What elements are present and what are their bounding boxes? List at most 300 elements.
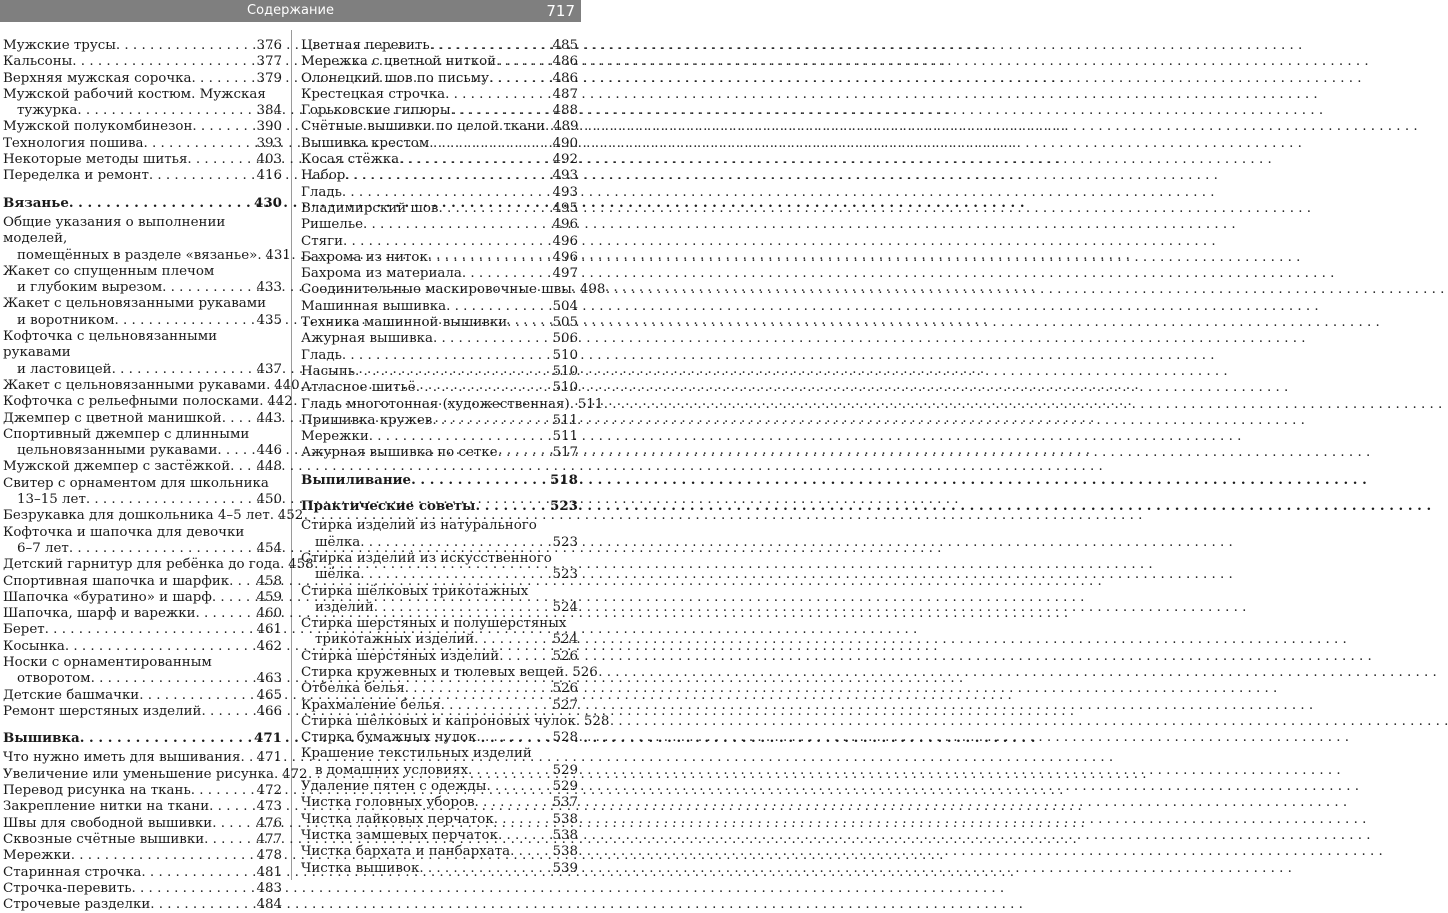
toc-page-number: 486	[552, 54, 578, 70]
toc-page-number: 433	[256, 280, 282, 296]
toc-entry	[3, 606, 282, 622]
toc-entry	[301, 445, 578, 461]
toc-page-number: 504	[552, 298, 578, 314]
toc-entry-title: Старинная строчка	[3, 864, 142, 880]
toc-entry-title: Практические советы	[301, 498, 476, 515]
dot-leader	[430, 38, 553, 54]
dot-leader	[355, 364, 552, 380]
dot-leader	[474, 632, 552, 648]
toc-entry-title: Детский гарнитур для ребёнка до года	[3, 557, 281, 573]
dot-leader	[187, 152, 256, 168]
toc-entry	[301, 795, 578, 811]
dot-leader	[77, 103, 256, 119]
dot-leader	[570, 397, 578, 413]
toc-entry	[301, 681, 578, 697]
toc-entry-title: Спортивная шапочка и шарфик	[3, 573, 230, 589]
dot-leader	[342, 348, 553, 364]
toc-entry-title: Свитер с орнаментом для школьника	[3, 475, 269, 491]
toc-entry-title-continued: и глубоким вырезом	[17, 280, 163, 296]
toc-entry-title: Стирка бумажных чулок	[301, 730, 477, 746]
toc-entry	[3, 704, 282, 720]
toc-entry	[301, 250, 578, 266]
toc-entry-title: Спортивный джемпер с длинными	[3, 426, 250, 442]
toc-entry-title: Стирка шёлковых трикотажных	[301, 583, 529, 599]
toc-entry	[301, 217, 578, 233]
dot-leader	[65, 639, 257, 655]
toc-entry-title: Горьковские гипюры	[301, 103, 451, 119]
toc-entry-title-continued: изделий	[315, 599, 374, 615]
toc-page-number: 524	[552, 632, 578, 648]
dot-leader	[468, 763, 552, 779]
toc-entry-title: Чистка бархата и панбархата	[301, 844, 511, 860]
toc-entry-title: Жакет с цельновязанными рукавами	[3, 296, 267, 312]
toc-entry	[301, 861, 578, 877]
dot-leader	[212, 816, 256, 832]
toc-entry-title: Строчевые разделки	[3, 897, 151, 913]
toc-page-number: 435	[256, 312, 282, 328]
toc-entry	[301, 396, 604, 413]
dot-leader	[274, 767, 282, 783]
toc-page-number: 450	[256, 492, 282, 508]
toc-page-number: 495	[552, 200, 578, 216]
toc-page-number: 538	[552, 811, 578, 827]
toc-entry-title-continued: в домашних условиях	[315, 762, 469, 778]
toc-entry-title: Стирка изделий из искусственного	[301, 550, 552, 566]
toc-entry	[3, 411, 282, 427]
toc-entry-title: Берет	[3, 622, 45, 638]
toc-page-number: 472	[256, 783, 282, 799]
toc-page-number: 526	[572, 664, 598, 680]
toc-entry	[301, 812, 578, 828]
dot-leader	[45, 622, 257, 638]
toc-entry	[3, 525, 282, 558]
dot-leader	[494, 812, 553, 828]
toc-entry	[301, 746, 578, 779]
toc-entry-title: Насыпь	[301, 363, 356, 379]
toc-page-number: 481	[256, 864, 282, 880]
toc-page-number: 384	[256, 103, 282, 119]
toc-entry-title: Вышивка крестом	[301, 135, 430, 151]
toc-page-number: 523	[550, 498, 578, 515]
toc-page-number: 459	[256, 589, 282, 605]
toc-entry	[301, 38, 578, 54]
toc-entry-title: Строчка-перевить	[3, 880, 132, 896]
toc-entry	[3, 881, 282, 897]
toc-page-number: 511	[577, 396, 604, 412]
dot-leader	[572, 282, 580, 298]
toc-entry-title: Детские башмачки	[3, 687, 140, 703]
toc-page-number: 506	[552, 331, 578, 347]
toc-page-number: 478	[256, 848, 282, 864]
toc-page-number: 528	[552, 730, 578, 746]
toc-entry-title: Атласное шитьё	[301, 380, 416, 396]
toc-page-number: 529	[552, 779, 578, 795]
dot-leader	[576, 714, 584, 730]
toc-entry	[301, 551, 578, 584]
dot-leader	[259, 394, 267, 410]
dot-leader	[451, 103, 553, 119]
dot-leader	[266, 378, 274, 394]
toc-entry	[3, 38, 282, 54]
toc-entry	[301, 103, 578, 119]
toc-page-number: 446	[256, 443, 282, 459]
toc-page-number: 461	[256, 622, 282, 638]
toc-page-number: 529	[552, 762, 578, 778]
toc-entry	[3, 766, 308, 783]
toc-page-number: 526	[552, 681, 578, 697]
dot-leader	[545, 119, 553, 135]
toc-entry	[301, 616, 578, 649]
toc-entry-title: Что нужно иметь для вышивания	[3, 750, 241, 766]
toc-entry	[3, 71, 282, 87]
toc-entry-title: Верхняя мужская сорочка	[3, 70, 192, 86]
toc-entry	[3, 655, 282, 688]
toc-entry	[3, 590, 282, 606]
dot-leader	[498, 828, 552, 844]
toc-entry	[301, 364, 578, 380]
toc-entry	[301, 299, 578, 315]
dot-leader	[438, 201, 552, 217]
toc-page-number: 485	[552, 38, 578, 53]
toc-page-number: 379	[256, 70, 282, 86]
toc-page-number: 471	[254, 730, 282, 747]
toc-entry	[3, 394, 293, 410]
toc-page-number: 511	[552, 412, 578, 428]
toc-entry	[301, 413, 578, 429]
toc-entry-title: Некоторые методы шитья	[3, 152, 188, 168]
toc-entry	[301, 730, 578, 746]
toc-page-number: 517	[552, 445, 578, 461]
toc-entry	[301, 87, 578, 103]
toc-page-number: 458	[256, 573, 282, 589]
toc-entry-title: Ажурная вышивка по сетке	[301, 445, 498, 461]
toc-entry	[3, 865, 282, 881]
toc-entry	[3, 136, 282, 152]
dot-leader	[204, 832, 256, 848]
toc-page-number: 452	[277, 508, 304, 524]
toc-entry-title: Увеличение или уменьшение рисунка	[3, 766, 274, 782]
toc-entry-title: Стяги	[301, 233, 344, 249]
dot-leader	[360, 535, 552, 551]
dot-leader	[399, 152, 552, 168]
dot-leader	[141, 865, 256, 881]
toc-page-number: 538	[552, 844, 578, 860]
toc-entry-title: Крестецкая строчка	[301, 86, 446, 102]
toc-page-number: 477	[256, 831, 282, 847]
toc-entry-title: Бахрома из ниток	[301, 249, 428, 265]
toc-entry	[301, 54, 578, 70]
toc-entry-title: Чистка лайковых перчаток	[301, 811, 494, 827]
toc-entry-title: Набор	[301, 168, 346, 184]
toc-page-number: 498	[579, 282, 606, 298]
dot-leader	[343, 234, 552, 250]
toc-entry	[3, 427, 282, 460]
toc-entry-title: Косынка	[3, 638, 65, 654]
toc-page-number: 496	[552, 233, 578, 249]
toc-page-number: 490	[552, 135, 578, 151]
toc-entry-title: Стирка шёлковых и капроновых чулок	[301, 713, 576, 729]
toc-entry	[301, 71, 578, 87]
toc-page-number: 493	[552, 168, 578, 184]
toc-entry	[3, 377, 300, 394]
toc-entry	[3, 296, 282, 329]
toc-page-number: 510	[552, 347, 578, 363]
toc-page-number: 440	[274, 377, 300, 393]
dot-leader	[69, 195, 254, 211]
dot-leader	[72, 54, 256, 70]
toc-entry	[301, 136, 578, 152]
toc-entry	[301, 713, 610, 730]
dot-leader	[445, 87, 552, 103]
toc-entry-title: Соединительные маскировочные швы	[301, 282, 572, 298]
toc-entry	[3, 574, 282, 590]
dot-leader	[475, 795, 553, 811]
toc-page-number: 471	[256, 750, 282, 766]
toc-entry-title: Перевод рисунка на ткань	[3, 783, 191, 799]
toc-entry	[3, 622, 282, 638]
toc-entry-title: Удаление пятен с одежды	[301, 779, 487, 795]
toc-page-number: 390	[256, 119, 282, 135]
dot-leader	[116, 38, 257, 54]
dot-leader	[429, 136, 552, 152]
dot-leader	[69, 541, 257, 557]
toc-page-number: 484	[256, 897, 282, 913]
toc-column-left	[3, 38, 314, 913]
toc-entry-title-continued: тужурка	[17, 103, 78, 119]
toc-entry	[3, 557, 314, 573]
toc-entry-title: Стирка кружевных и тюлевых вещей	[301, 664, 565, 680]
toc-entry	[301, 348, 578, 364]
toc-entry-title: Техника машинной вышивки	[301, 315, 508, 331]
toc-page-number: 377	[256, 54, 282, 70]
dot-leader	[360, 567, 552, 583]
toc-entry	[3, 476, 282, 509]
toc-entry-title: Стирка шерстяных и полушерстяных	[301, 616, 567, 632]
dot-leader	[115, 313, 257, 329]
toc-entry	[3, 152, 282, 168]
toc-page-number: 511	[552, 429, 578, 445]
dot-leader	[86, 492, 257, 508]
toc-page-number: 510	[552, 380, 578, 396]
dot-leader	[196, 606, 257, 622]
dot-leader	[112, 362, 257, 378]
toc-entry	[301, 315, 578, 331]
toc-entry-title: Машинная вышивка	[301, 298, 447, 314]
toc-entry	[3, 848, 282, 864]
toc-page-number: 473	[256, 799, 282, 815]
toc-entry-title-continued: помещённых в разделе «вязанье»	[17, 247, 258, 263]
toc-page-number: 462	[256, 638, 282, 654]
toc-entry-title: Общие указания о выполнении моделей,	[3, 214, 226, 247]
dot-leader	[489, 71, 552, 87]
toc-entry-title-continued: шёлка	[315, 567, 361, 583]
dot-leader	[139, 688, 256, 704]
toc-entry	[301, 266, 578, 282]
dot-leader	[419, 861, 552, 877]
toc-section	[3, 730, 282, 746]
dot-leader	[91, 671, 257, 687]
toc-entry-title: Кофточка с рельефными полосками	[3, 394, 260, 410]
toc-page-number: 526	[552, 648, 578, 664]
toc-entry-title: Вышивка	[3, 730, 80, 747]
toc-entry-title: Крашение текстильных изделий	[301, 746, 532, 762]
toc-entry	[3, 832, 282, 848]
dot-leader	[433, 331, 552, 347]
toc-entry	[301, 380, 578, 396]
toc-entry-title: Стирка шерстяных изделий	[301, 648, 500, 664]
dot-leader	[428, 250, 553, 266]
toc-entry	[301, 185, 578, 201]
toc-page-number: 518	[550, 471, 578, 488]
toc-page-number: 524	[552, 599, 578, 615]
toc-entry	[3, 168, 282, 184]
toc-entry-title: Счётные вышивки по целой ткани	[301, 119, 545, 135]
toc-entry-title: Косая стёжка	[301, 152, 400, 168]
toc-entry	[301, 429, 578, 445]
toc-section	[3, 195, 282, 211]
page-header	[0, 0, 581, 22]
toc-entry-title: Олонецкий шов по письму	[301, 70, 489, 86]
toc-page-number: 476	[256, 815, 282, 831]
toc-page-number: 466	[256, 703, 282, 719]
toc-entry-title: Джемпер с цветной манишкой	[3, 410, 222, 426]
toc-entry-title-continued: 6–7 лет	[17, 540, 69, 556]
toc-entry-title-continued: трикотажных изделий	[315, 632, 475, 648]
dot-leader	[257, 248, 265, 264]
toc-page-number: 486	[552, 70, 578, 86]
toc-page-number: 465	[256, 687, 282, 703]
toc-entry-title: Стирка изделий из натурального	[301, 518, 537, 534]
toc-entry-title: Шапочка «буратино» и шарф	[3, 589, 212, 605]
dot-leader	[162, 280, 256, 296]
toc-entry-title: Шапочка, шарф и варежки	[3, 606, 196, 622]
toc-column-right	[301, 38, 610, 877]
toc-entry-title: Жакет со спущенным плечом	[3, 263, 215, 279]
toc-page-number: 460	[256, 606, 282, 622]
toc-entry-title: Мережки	[3, 848, 71, 864]
toc-entry-title: Цветная перевить	[301, 38, 430, 53]
toc-entry-title: Мужской джемпер с застёжкой	[3, 459, 231, 475]
toc-page-number: 496	[552, 217, 578, 233]
toc-page-number: 489	[553, 119, 579, 135]
toc-page-number: 483	[256, 880, 282, 896]
dot-leader	[345, 168, 552, 184]
toc-entry	[301, 282, 606, 298]
dot-leader	[229, 574, 256, 590]
dot-leader	[192, 71, 257, 87]
dot-leader	[71, 848, 257, 864]
toc-section	[301, 498, 578, 514]
dot-leader	[441, 698, 553, 714]
toc-entry	[301, 828, 578, 844]
toc-page-number: 403	[256, 152, 282, 168]
dot-leader	[416, 380, 553, 396]
toc-page-number: 448	[256, 459, 282, 475]
dot-leader	[496, 54, 552, 70]
dot-leader	[80, 730, 254, 746]
toc-page-number: 505	[552, 315, 578, 331]
toc-entry	[301, 584, 578, 617]
toc-entry-title: Бахрома из материала	[301, 266, 462, 282]
dot-leader	[150, 897, 256, 913]
toc-entry-title: Технология пошива	[3, 135, 144, 151]
toc-entry-title: Гладь многотонная (художественная)	[301, 396, 570, 412]
toc-page-number: 437	[256, 361, 282, 377]
toc-page-number: 376	[256, 38, 282, 53]
toc-entry	[3, 214, 291, 264]
toc-entry	[3, 750, 282, 766]
toc-entry	[301, 844, 578, 860]
toc-page-number: 488	[552, 103, 578, 119]
toc-page-number: 430	[254, 194, 282, 211]
toc-page-number: 496	[552, 249, 578, 265]
toc-entry-title: Мужские трусы	[3, 38, 116, 53]
toc-entry-title: Безрукавка для дошкольника 4–5 лет	[3, 508, 270, 524]
toc-page-number: 510	[552, 363, 578, 379]
dot-leader	[280, 557, 288, 573]
toc-entry	[3, 508, 304, 524]
toc-entry-title: Мужской рабочий костюм. Мужская	[3, 86, 266, 102]
toc-entry	[3, 816, 282, 832]
dot-leader	[446, 299, 552, 315]
toc-entry	[301, 664, 598, 681]
toc-page-number: 528	[583, 713, 610, 729]
toc-entry-title: Кофточка и шапочка для девочки	[3, 524, 245, 540]
running-title: Содержание	[247, 3, 334, 18]
dot-leader	[241, 750, 257, 766]
toc-entry	[3, 688, 282, 704]
dot-leader	[191, 783, 257, 799]
dot-leader	[476, 730, 552, 746]
toc-entry	[3, 639, 282, 655]
toc-entry-title: Ажурная вышивка	[301, 331, 433, 347]
toc-page-number: 523	[552, 534, 578, 550]
toc-entry	[3, 264, 282, 297]
dot-leader	[363, 217, 552, 233]
toc-entry-title-continued: и воротником	[17, 312, 115, 328]
toc-entry-title: Мережки	[301, 429, 369, 445]
toc-page-number: 539	[552, 860, 578, 876]
toc-entry-title-continued: и ластовицей	[17, 361, 112, 377]
toc-entry-title: Сквозные счётные вышивки	[3, 831, 205, 847]
toc-entry-title: Крахмаление белья	[301, 697, 441, 713]
dot-leader	[201, 704, 256, 720]
dot-leader	[462, 266, 553, 282]
dot-leader	[230, 459, 256, 475]
toc-page-number: 472	[281, 766, 308, 782]
dot-leader	[564, 665, 572, 681]
dot-leader	[405, 681, 553, 697]
toc-page-number: 454	[256, 540, 282, 556]
toc-entry-title: Жакет с цельновязанными рукавами	[3, 377, 267, 393]
toc-page-number: 442	[267, 394, 293, 410]
toc-page-number: 458	[288, 557, 314, 573]
toc-entry-title: Переделка и ремонт	[3, 168, 149, 184]
dot-leader	[432, 413, 552, 429]
toc-page-number: 416	[256, 168, 282, 184]
toc-entry-title: Чистка головных уборов	[301, 795, 475, 811]
dot-leader	[132, 881, 257, 897]
dot-leader	[369, 429, 553, 445]
toc-entry	[301, 234, 578, 250]
dot-leader	[507, 315, 552, 331]
toc-entry-title-continued: 13–15 лет	[17, 492, 86, 508]
toc-entry-title: Гладь	[301, 184, 342, 200]
toc-entry-title: Мужской полукомбинезон	[3, 119, 193, 135]
toc-entry-title: Ришелье	[301, 217, 364, 233]
toc-page-number: 537	[552, 795, 578, 811]
toc-page-number: 487	[552, 86, 578, 102]
